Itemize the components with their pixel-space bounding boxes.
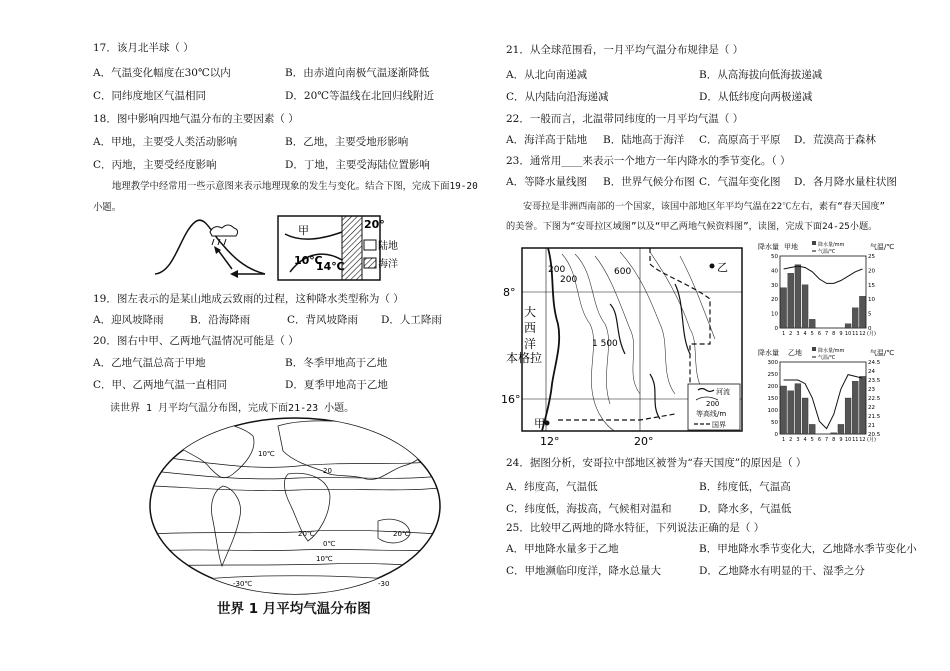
map-label-10c: 10℃ [258,450,275,458]
chart-jia-month-tick: 10 [844,331,852,337]
q18-option-c: C．丙地，主要受经度影响 [93,159,217,171]
climate-chart-yi [758,346,898,450]
q19-stem: 19．图左表示的是某山地成云致雨的过程，这种降水类型称为（ ） [93,293,404,305]
contour-1500: 1 500 [592,339,618,349]
q19-option-c: C．背风坡降雨 [287,314,359,326]
chart-jia-ylabel-left: 降水量 [758,243,779,251]
map-label-20c: 20℃ [393,530,410,538]
chart-jia-month-tick: 5 [810,331,814,337]
chart-jia-precip-bar [845,324,851,328]
chart-yi-ylabel-left: 降水量 [758,349,779,357]
lat-16: 16° [501,393,521,406]
chart-jia-month-unit: (月) [867,331,876,337]
chart-jia-ytick-left: 30 [771,282,778,289]
chart-jia-ytick-right: 5 [868,311,872,318]
label-yi: 乙 [717,261,728,274]
contour-200-a: 200 [548,265,566,275]
q17-option-c: C．同纬度地区气温相同 [93,90,207,102]
q19-option-b: B．沿海降雨 [190,314,251,326]
q21-option-a: A．从北向南递减 [506,69,588,81]
chart-jia-month-tick: 4 [803,331,807,337]
chart-yi-ytick-right: 23.5 [868,378,881,384]
legend-contour: 等高线/m [696,410,727,418]
chart-jia-precip-bar [809,319,815,328]
chart-yi-ylabel-right: 气温/℃ [870,349,895,357]
chart-jia-ytick-right: 25 [868,254,875,260]
chart-yi-ytick-right: 20.5 [868,432,881,438]
q22-stem: 22．一般而言，北温带同纬度的一月平均气温（ ） [506,113,744,125]
q20-stem: 20．图右中甲、乙两地气温情况可能是（ ） [93,335,299,347]
chart-yi-month-tick: 2 [789,437,793,443]
legend-land: 陆地 [378,241,398,252]
cloud-icon [210,225,238,245]
q24-option-a: A．纬度高，气温低 [506,481,598,493]
map-label-10c-s: 10℃ [316,555,333,563]
chart-jia-month-tick: 9 [839,331,843,337]
lon-20: 20° [634,435,654,448]
chart-jia-name: 甲地 [784,243,798,251]
chart-yi-ytick-left: 100 [767,408,778,414]
q20-option-c: C．甲、乙两地气温一直相同 [93,379,228,391]
label-jia: 甲 [298,224,309,237]
map-label-20c-2: 20℃ [298,530,315,538]
chart-yi-precip-bar [838,424,844,434]
q22-option-c: C．高原高于平原 [699,134,781,146]
q25-option-d: D．乙地降水有明显的干、湿季之分 [699,565,865,577]
label-jia-map: 甲 [534,417,545,430]
ocean-label-3: 洋 [524,337,537,351]
q22-option-a: A．海洋高于陆地 [506,134,588,146]
chart-yi-month-tick: 11 [852,437,859,443]
label-10c: 10℃ [294,254,323,267]
intro-19-20-line1: 地理教学中经常用一些示意图来表示地理现象的发生与变化。结合下图，完成下面19-20 [112,181,478,192]
ocean-label-1: 大 [524,305,537,319]
q18-option-b: B．乙地，主要受地形影响 [285,136,409,148]
world-january-temperature-map [148,416,443,596]
chart-yi-legend-line: 气温/℃ [818,355,836,361]
intro-24-25-line2: 的美誉。下图为“安哥拉区域图”以及“甲乙两地气候资料图”，读图，完成下面24-25小题。 [506,221,878,232]
q19-option-a: A．迎风坡降雨 [93,314,164,326]
q18-option-d: D．丁地，主要受海陆位置影响 [285,159,430,171]
q23-stem: 23．通常用____来表示一个地方一年内降水的季节变化。（ ） [506,155,791,167]
chart-jia-precip-bar [781,288,787,328]
label-20deg: 20° [364,218,385,231]
chart-jia-ytick-left: 20 [771,297,778,304]
chart-jia-ytick-left: 40 [771,268,778,275]
chart-jia-ytick-left: 0 [774,326,778,332]
chart-jia-precip-bar [802,285,808,328]
q20-option-b: B．冬季甲地高于乙地 [285,357,388,369]
intro-21-23: 读世界 1 月平均气温分布图，完成下面21-23 小题。 [110,403,355,414]
lon-12: 12° [540,435,560,448]
q20-option-d: D．夏季甲地高于乙地 [285,379,388,391]
chart-jia-ytick-right: 15 [868,282,875,289]
chart-jia-month-tick: 2 [789,331,793,337]
antarctica [188,576,408,596]
chart-yi-precip-bar [795,384,801,434]
chart-yi-ytick-left: 0 [774,432,778,438]
q24-stem: 24．据图分析，安哥拉中部地区被誉为“春天国度”的原因是（ ） [506,457,807,469]
chart-yi-ytick-right: 24 [868,369,875,375]
chart-jia-legend-bar: 降水量/mm [818,242,845,248]
chart-jia-month-tick: 7 [824,331,829,337]
chart-yi-ytick-left: 250 [767,372,778,378]
legend-border: 国界 [712,421,726,429]
angola-region-map [500,244,750,450]
chart-jia-month-tick: 12 [859,331,866,337]
figure-orographic-and-isotherm [150,214,400,284]
q20-option-a: A．乙地气温总高于甲地 [93,357,206,369]
q17-stem: 17．该月北半球（ ） [93,42,194,54]
q23-option-a: A．等降水量线图 [506,176,588,188]
mountain-outline [155,220,265,274]
q17-option-a: A．气温变化幅度在30℃以内 [93,67,231,79]
q22-option-b: B．陆地高于海洋 [603,134,685,146]
chart-jia-month-tick: 8 [832,331,836,337]
ocean-label-2: 西 [524,321,537,335]
label-14c: 14℃ [316,260,345,273]
q23-option-c: C．气温年变化图 [699,176,781,188]
chart-yi-ytick-right: 21.5 [868,414,881,420]
q25-option-c: C．甲地濒临印度洋，降水总量大 [506,565,662,577]
chart-jia-precip-bar [795,265,801,328]
world-map-title: 世界 1 月平均气温分布图 [217,601,371,617]
chart-yi-month-tick: 10 [844,437,852,443]
chart-yi-ytick-left: 150 [767,396,778,402]
chart-jia-month-tick: 11 [852,331,859,337]
map-label-minus30: -30 [378,580,390,588]
lat-8: 8° [503,286,516,299]
map-label-20: 20 [323,467,332,475]
chart-jia-precip-bar [852,308,858,328]
point-jia [545,421,550,426]
chart-yi-month-tick: 1 [781,437,786,443]
q23-option-d: D．各月降水量柱状图 [794,176,897,188]
chart-jia-precip-bar [859,296,865,328]
q25-stem: 25．比较甲乙两地的降水特征，下列说法正确的是（ ） [506,522,765,534]
chart-yi-legend-bar: 降水量/mm [818,348,845,354]
q22-option-d: D．荒漠高于森林 [794,134,876,146]
intro-19-20-line2: 小题。 [93,202,122,213]
chart-yi-ytick-right: 22 [868,405,875,411]
chart-yi-precip-bar [845,398,851,434]
q25-option-a: A．甲地降水量多于乙地 [506,543,619,555]
chart-yi-month-tick: 12 [859,437,866,443]
chart-yi-ytick-right: 22.5 [868,396,881,402]
chart-yi-ytick-right: 21 [868,423,875,429]
map-label-minus30c: -30℃ [233,580,253,588]
chart-jia-month-tick: 1 [781,331,786,337]
sea-strip [342,216,362,280]
climate-chart-jia [758,240,898,344]
q21-stem: 21．从全球范围看，一月平均气温分布规律是（ ） [506,44,744,56]
chart-yi-ytick-left: 300 [767,360,778,366]
legend-sea: 海洋 [378,259,398,270]
chart-yi-month-tick: 7 [824,437,829,443]
chart-jia-month-tick: 6 [817,331,822,337]
q21-option-d: D．从低纬度向两极递减 [699,91,813,103]
q24-option-b: B．纬度低，气温高 [699,481,791,493]
point-yi [710,264,715,269]
q24-option-c: C．纬度低，海拔高，气候相对温和 [506,503,672,515]
chart-yi-ytick-right: 24.5 [868,360,881,366]
q18-option-a: A．甲地，主要受人类活动影响 [93,136,238,148]
chart-yi-precip-bar [852,381,858,434]
chart-jia-month-tick: 3 [796,331,800,337]
map-label-0c: 0℃ [323,540,336,548]
contour-600: 600 [614,267,632,277]
q21-option-b: B．从高海拔向低海拔递减 [699,69,823,81]
chart-jia-ytick-left: 10 [771,311,778,318]
chart-yi-month-unit: (月) [867,437,876,443]
chart-yi-name: 乙地 [788,349,802,357]
chart-yi-precip-bar [781,386,787,434]
q19-option-d: D．人工降雨 [381,314,442,326]
chart-yi-precip-bar [788,391,794,434]
contour-200-b: 200 [560,275,578,285]
chart-yi-precip-bar [859,376,865,434]
chart-yi-month-tick: 3 [796,437,800,443]
chart-yi-month-tick: 9 [839,437,843,443]
legend-river: 河流 [716,388,730,396]
chart-jia-precip-bar [788,273,794,328]
chart-yi-month-tick: 5 [810,437,814,443]
chart-jia-ytick-left: 50 [771,254,778,260]
q24-option-d: D．降水多，气温低 [699,503,792,515]
chart-yi-ytick-left: 200 [767,384,778,390]
legend-contour-value: 200 [706,400,720,408]
chart-yi-ytick-left: 50 [771,420,778,426]
chart-yi-month-tick: 4 [803,437,807,443]
q17-option-d: D．20℃等温线在北回归线附近 [285,90,435,102]
q23-option-b: B．世界气候分布图 [603,176,695,188]
chart-jia-ylabel-right: 气温/℃ [870,243,895,251]
chart-yi-month-tick: 6 [817,437,822,443]
q25-option-b: B．甲地降水季节变化大，乙地降水季节变化小 [699,543,917,555]
city-benguela: 本格拉 [506,351,543,365]
q17-option-b: B．由赤道向南极气温逐渐降低 [285,67,430,79]
chart-jia-ytick-right: 10 [868,297,875,304]
q21-option-c: C．从内陆向沿海递减 [506,91,609,103]
chart-jia-legend-line: 气温/℃ [818,249,836,255]
chart-yi-precip-bar [831,433,837,434]
chart-jia-ytick-right: 20 [868,268,875,275]
chart-yi-month-tick: 8 [832,437,836,443]
chart-jia-ytick-right: 0 [868,326,872,332]
intro-24-25-line1: 安哥拉是非洲西南部的一个国家，该国中部地区年平均气温在22℃左右，素有“春天国度” [523,201,886,212]
chart-yi-precip-bar [802,398,808,434]
chart-yi-precip-bar [809,424,815,434]
q18-stem: 18．图中影响四地气温分布的主要因素（ ） [93,113,299,125]
chart-yi-ytick-right: 23 [868,387,875,393]
